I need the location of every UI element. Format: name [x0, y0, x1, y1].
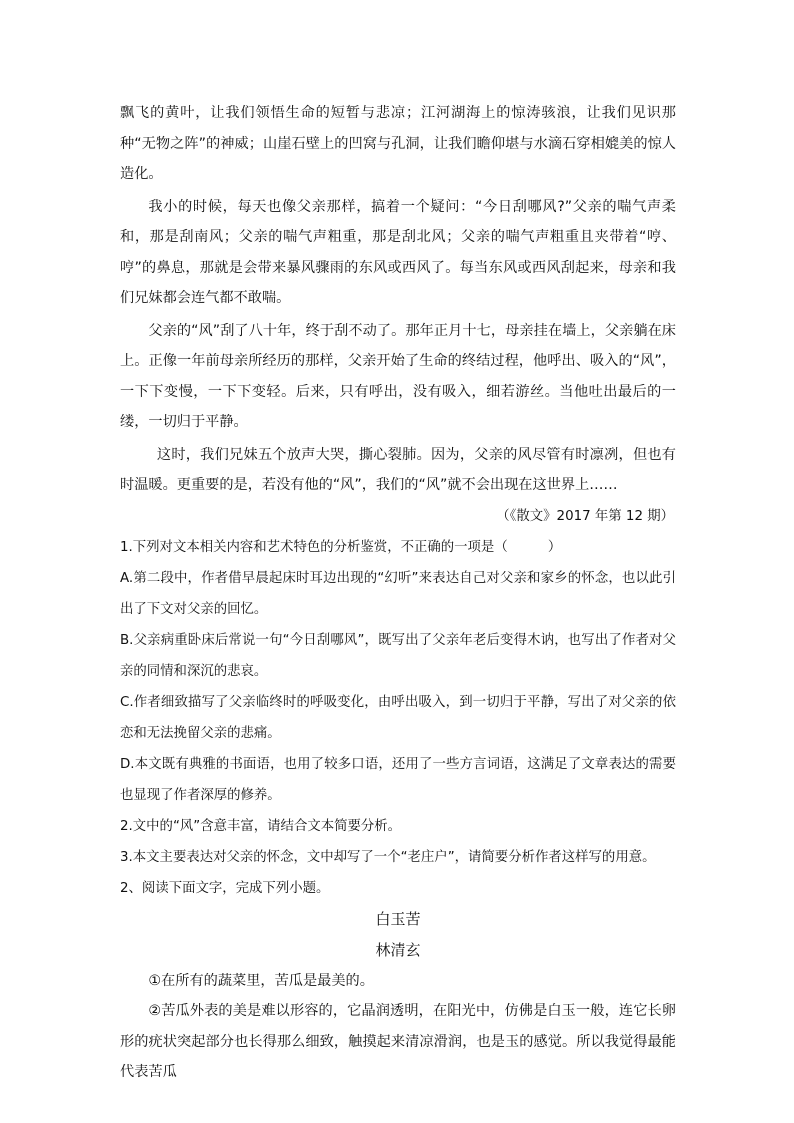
- passage-author: 林清玄: [375, 940, 421, 959]
- paragraph-wind-nature: 飘飞的黄叶，让我们领悟生命的短暂与悲凉；江河湖海上的惊涛骇浪，让我们见识那种“无物之阵”的神威；山崖石壁上的凹窝与孔洞，让我们瞻仰堪与水滴石穿相媲美的惊人造化。: [120, 105, 676, 182]
- passage-paragraph-1: ①在所有的蔬菜里，苦瓜是最美的。: [148, 972, 374, 989]
- option-b: B.父亲病重卧床后常说一句“今日刮哪风”，既写出了父亲年老后变得木讷，也写出了作者对父亲的同情和深沉的悲哀。: [120, 632, 676, 679]
- document-page: [120, 98, 676, 1088]
- option-c: C.作者细致描写了父亲临终时的呼吸变化，由呼出吸入，到一切归于平静，写出了对父亲的依恋和无法挽留父亲的悲痛。: [120, 694, 676, 741]
- question-3: 3.本文主要表达对父亲的怀念，文中却写了一个“老庄户”，请简要分析作者这样写的用意。: [120, 849, 656, 865]
- question-1: 1.下列对文本相关内容和艺术特色的分析鉴赏，不正确的一项是（ ）: [120, 539, 562, 555]
- paragraph-siblings-cry: 这时，我们兄妹五个放声大哭，撕心裂肺。因为，父亲的风尽管有时凛冽，但也有时温暖。更重要的是，若没有他的“风”，我们的“风”就不会出现在这世界上……: [120, 446, 676, 493]
- question-2: 2.文中的“风”含意丰富，请结合文本简要分析。: [120, 818, 402, 834]
- passage-title: 白玉苦: [375, 909, 421, 928]
- paragraph-childhood: 我小的时候，每天也像父亲那样，搞着一个疑问：“今日刮哪风?”父亲的喘气声柔和，那是刮南风；父亲的喘气声粗重，那是刮北风；父亲的喘气声粗重且夹带着“哼、哼”的鼻息，那就是会带来暴风骤雨的东风或西风了。每当东风或西风刮起来，母亲和我们兄妹都会连气都不敢喘。: [120, 198, 676, 306]
- section-2-heading: 2、阅读下面文字，完成下列小题。: [120, 880, 330, 896]
- option-a: A.第二段中，作者借早晨起床时耳边出现的“幻听”来表达自己对父亲和家乡的怀念，也以此引出了下文对父亲的回忆。: [120, 570, 676, 617]
- passage-paragraph-2: ②苦瓜外表的美是难以形容的，它晶润透明，在阳光中，仿佛是白玉一般，连它长卵形的疣状突起部分也长得那么细致，触摸起来清凉滑润，也是玉的感觉。所以我觉得最能代表苦瓜: [120, 1003, 676, 1080]
- paragraph-father-death: 父亲的“风”刮了八十年，终于刮不动了。那年正月十七，母亲挂在墙上，父亲躺在床上。正像一年前母亲所经历的那样，父亲开始了生命的终结过程，他呼出、吸入的“风”，一下下变慢，一下下变轻。后来，只有呼出，没有吸入，细若游丝。当他吐出最后的一缕，一切归于平静。: [120, 322, 676, 430]
- source-citation: （《散文》2017 年第 12 期）: [496, 508, 674, 524]
- option-d: D.本文既有典雅的书面语，也用了较多口语，还用了一些方言词语，这满足了文章表达的需要也显现了作者深厚的修养。: [120, 756, 676, 803]
